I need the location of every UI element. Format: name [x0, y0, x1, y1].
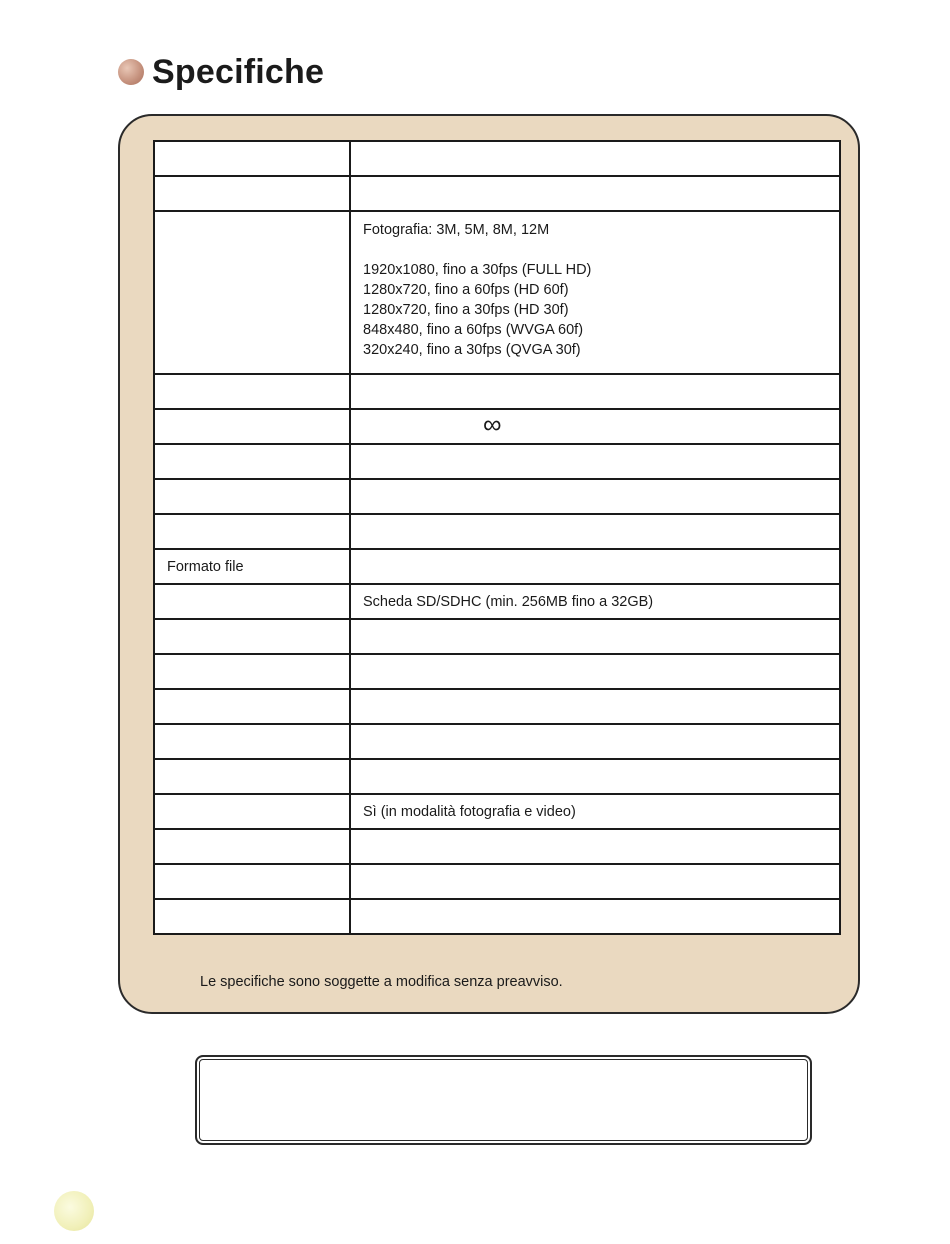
spec-value [350, 211, 840, 374]
table-row [154, 654, 840, 689]
table-row [154, 724, 840, 759]
spec-label [154, 654, 350, 689]
section-header [118, 50, 324, 94]
spec-value [350, 794, 840, 829]
table-row [154, 211, 840, 374]
spec-label [154, 176, 350, 211]
spec-label: Formato file [154, 549, 350, 584]
note-box [195, 1055, 812, 1145]
spec-value-line: 1280x720, fino a 30fps (HD 30f) [363, 302, 569, 318]
page-marker-icon [54, 1191, 94, 1231]
spec-value-line: 1920x1080, fino a 30fps (FULL HD) [363, 262, 592, 278]
spec-value-line: Fotografia: 3M, 5M, 8M, 12M [363, 222, 550, 238]
spec-label [154, 864, 350, 899]
table-row [154, 899, 840, 934]
table-row [154, 444, 840, 479]
spec-label [154, 479, 350, 514]
spec-label [154, 759, 350, 794]
spec-value [350, 176, 840, 211]
spec-label [154, 619, 350, 654]
spec-label [154, 409, 350, 444]
table-row [154, 374, 840, 409]
spec-value [350, 444, 840, 479]
table-row [154, 549, 840, 584]
bullet-icon [118, 59, 144, 85]
spec-label [154, 584, 350, 619]
spec-value [350, 724, 840, 759]
spec-value [350, 374, 840, 409]
spec-value [350, 899, 840, 934]
table-row [154, 479, 840, 514]
spec-label [154, 374, 350, 409]
spec-value [350, 409, 840, 444]
spec-label [154, 141, 350, 176]
spec-label [154, 899, 350, 934]
spec-label [154, 689, 350, 724]
spec-value [350, 829, 840, 864]
spec-value-line [363, 240, 827, 260]
spec-value-line: Scheda SD/SDHC (min. 256MB fino a 32GB) [363, 593, 654, 610]
spec-value [350, 479, 840, 514]
spec-value [350, 549, 840, 584]
spec-value-line: 848x480, fino a 60fps (WVGA 60f) [363, 322, 584, 338]
spec-label [154, 514, 350, 549]
spec-value [350, 619, 840, 654]
table-row [154, 619, 840, 654]
table-row [154, 829, 840, 864]
spec-label [154, 724, 350, 759]
spec-value [350, 689, 840, 724]
table-row [154, 689, 840, 724]
spec-panel [118, 114, 860, 1014]
spec-value-line: 320x240, fino a 30fps (QVGA 30f) [363, 342, 581, 358]
table-row [154, 864, 840, 899]
spec-label [154, 794, 350, 829]
spec-label [154, 829, 350, 864]
spec-value-line: 1280x720, fino a 60fps (HD 60f) [363, 282, 569, 298]
spec-footnote: Le specifiche sono soggette a modifica senza preavviso. [200, 974, 563, 990]
spec-value [350, 864, 840, 899]
spec-value [350, 759, 840, 794]
spec-table [153, 140, 841, 935]
table-row [154, 176, 840, 211]
spec-label [154, 444, 350, 479]
spec-value [350, 584, 840, 619]
spec-value [350, 141, 840, 176]
table-row [154, 794, 840, 829]
table-row [154, 584, 840, 619]
table-row [154, 759, 840, 794]
infinity-symbol: ∞ [483, 409, 502, 439]
spec-value-line: Sì (in modalità fotografia e video) [363, 803, 576, 820]
spec-label [154, 211, 350, 374]
table-row [154, 409, 840, 444]
table-row [154, 141, 840, 176]
spec-value [350, 514, 840, 549]
spec-value [350, 654, 840, 689]
page-title: Specifiche [152, 52, 325, 91]
table-row [154, 514, 840, 549]
